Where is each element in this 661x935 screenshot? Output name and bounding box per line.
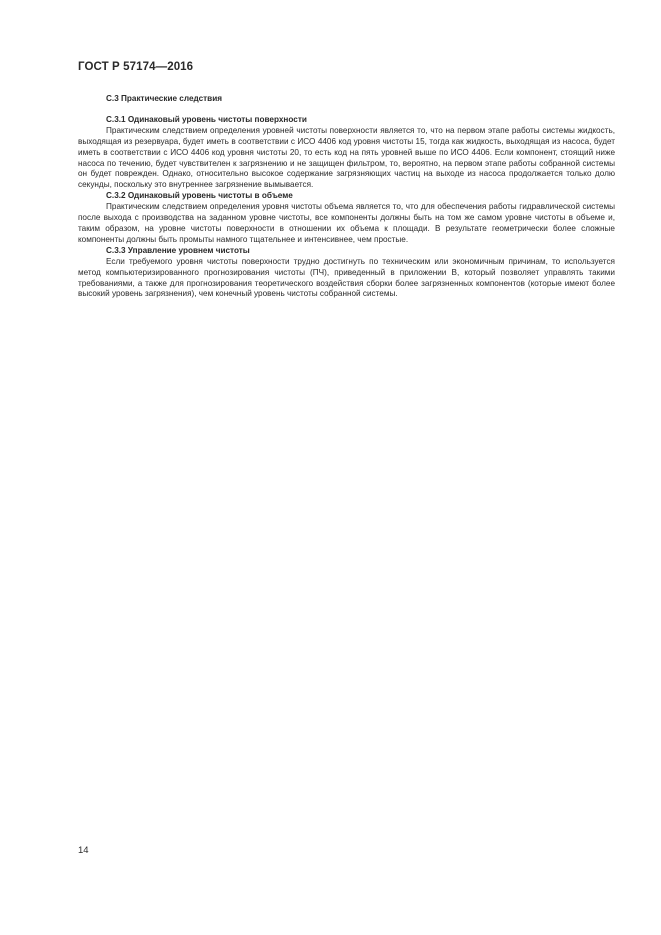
section-c32-heading: С.3.2 Одинаковый уровень чистоты в объеме [106,191,293,201]
section-c32-paragraph: Практическим следствием определения уровня чистоты объема является то, что для обеспечения работы гидравлической системы после выхода с производства на заданном уровне чистоты, все компоненты должны быть на том же самом уровне чистоты в объеме и, таким образом, на уровне чистоты поверхности в отношении их объема к площади. В результате геометрически более сложные компоненты должны быть промыты намного тщательнее и интенсивнее, чем простые. [78,202,615,244]
document-code-header: ГОСТ Р 57174—2016 [78,61,194,73]
section-c3-heading: С.3 Практические следствия [106,94,223,103]
section-c33-paragraph: Если требуемого уровня чистоты поверхности трудно достигнуть по техническим или экономичным причинам, то используется метод компьютеризированного прогнозирования чистоты (ПЧ), приведенный в приложении В, который позволяет управлять такими требованиями, а также для прогнозирования теоретического воздействия сборки более загрязненных компонентов (которые имеют более высокий уровень загрязнения), чем конечный уровень чистоты собранной системы. [78,256,615,299]
section-c31-paragraph: Практическим следствием определения уровней чистоты поверхности является то, что на первом этапе работы системы жидкость, выходящая из резервуара, будет иметь в соответствии с ИСО 4406 код уровня чистоты 15, тогда как жидкость, выходящая из насоса, будет иметь в соответствии с ИСО 4406 код уровня чистоты 20, то есть код на пять уровней выше по ИСО 4406. Если компонент, стоящий ниже насоса по течению, будет чувствителен к загрязнению и не защищен фильтром, то, вероятно, на первом этапе работы собранной системы он будет поврежден. Однако, относительно высокое содержание загрязняющих частиц на выходе из насоса продолжается только долю секунды, поскольку это внутреннее загрязнение вымывается. [78,125,615,190]
section-c33-heading: С.3.3 Управление уровнем чистоты [106,245,250,255]
page-number: 14 [78,845,89,856]
document-body [78,94,615,300]
section-c31-heading: С.3.1 Одинаковый уровень чистоты поверхности [106,114,307,124]
